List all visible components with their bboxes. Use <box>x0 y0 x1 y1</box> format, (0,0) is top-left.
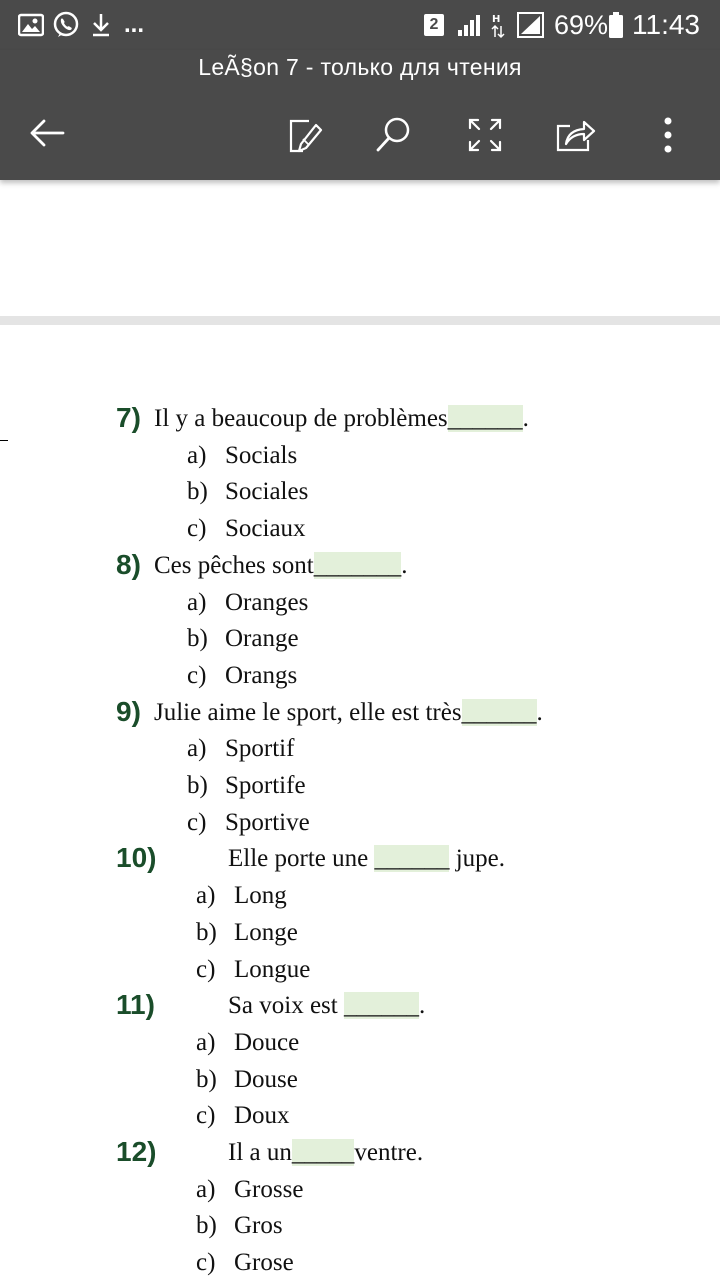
question-text <box>228 1137 423 1169</box>
option-text: Sportive <box>225 808 310 836</box>
answer-blank: ______ <box>447 405 523 432</box>
answer-option <box>187 660 297 692</box>
option-text: Long <box>234 882 287 910</box>
question-text <box>228 843 505 875</box>
question-end: . <box>418 992 426 1020</box>
option-letter: c) <box>187 808 207 836</box>
svg-text:H: H <box>492 14 501 25</box>
answer-option <box>196 1210 283 1242</box>
answer-option <box>196 917 298 949</box>
option-letter: a) <box>196 1028 216 1056</box>
question-stem: Julie aime le sport, elle est très <box>154 698 462 726</box>
search-button[interactable] <box>366 108 420 162</box>
question-number: 9) <box>116 695 141 727</box>
question-text <box>154 550 407 582</box>
option-text: Sociales <box>225 478 309 506</box>
battery-icon <box>608 0 624 50</box>
share-icon <box>554 116 596 154</box>
gallery-notification-icon <box>18 0 44 50</box>
question-number: 11) <box>116 989 155 1021</box>
back-arrow-icon <box>27 118 67 148</box>
option-letter: b) <box>187 478 208 506</box>
question-text <box>154 697 543 729</box>
answer-option <box>196 1174 303 1206</box>
answer-option <box>196 880 287 912</box>
answer-option <box>187 513 306 545</box>
battery-percent: 69% <box>554 9 609 40</box>
option-text: Grose <box>234 1249 294 1277</box>
question-stem: Il a un <box>228 1139 292 1166</box>
back-button[interactable] <box>22 108 72 158</box>
option-letter: b) <box>196 1212 217 1240</box>
edit-icon <box>283 115 323 155</box>
question-number: 10) <box>116 842 157 874</box>
option-letter: a) <box>187 735 207 763</box>
question-text <box>228 990 425 1022</box>
search-icon <box>373 115 413 155</box>
option-text: Douse <box>234 1065 298 1093</box>
question-end: . <box>401 551 408 579</box>
answer-blank: ______ <box>461 698 537 726</box>
option-text: Doux <box>234 1102 290 1130</box>
signal-icon <box>516 0 546 50</box>
option-letter: b) <box>196 1065 217 1093</box>
question-end: ventre. <box>354 1139 424 1166</box>
edit-button[interactable] <box>276 108 330 162</box>
option-letter: c) <box>196 955 216 983</box>
option-letter: a) <box>187 588 207 616</box>
more-vert-icon <box>663 115 673 155</box>
option-text: Sportif <box>225 735 295 763</box>
option-text: Longe <box>234 918 298 946</box>
sim-badge: 2 <box>424 0 444 50</box>
answer-option <box>187 587 308 619</box>
option-letter: c) <box>187 515 207 543</box>
answer-blank: ______ <box>374 845 450 873</box>
answer-option <box>196 1027 299 1059</box>
answer-option <box>196 1247 294 1279</box>
answer-blank: ______ <box>343 992 419 1020</box>
page-edge-mark <box>0 440 8 441</box>
download-notification-icon <box>90 0 112 50</box>
more-notifications: ... <box>124 11 145 38</box>
option-text: Grosse <box>234 1175 304 1203</box>
answer-blank: _______ <box>313 551 402 579</box>
option-text: Longue <box>234 955 311 983</box>
fullscreen-icon <box>466 116 504 154</box>
question-end: jupe. <box>449 845 506 873</box>
data-transfer-icon <box>490 0 506 50</box>
question-number: 8) <box>116 548 141 580</box>
app-toolbar <box>0 50 720 180</box>
question-text <box>154 403 529 435</box>
question-number: 7) <box>116 402 141 433</box>
question-stem: Sa voix est <box>228 992 344 1020</box>
clock: 11:43 <box>632 9 700 40</box>
option-letter: b) <box>187 625 208 653</box>
option-text: Orange <box>225 625 299 653</box>
option-letter: b) <box>196 918 217 946</box>
option-text: Socials <box>225 441 298 469</box>
option-letter: a) <box>187 441 207 469</box>
status-bar <box>0 0 720 50</box>
option-letter: c) <box>187 661 207 689</box>
answer-option <box>187 770 306 802</box>
question-number: 12) <box>116 1136 157 1167</box>
share-button[interactable] <box>548 108 602 162</box>
answer-option <box>187 476 308 508</box>
option-letter: c) <box>196 1102 216 1130</box>
answer-option <box>187 733 294 765</box>
signal-sim2-icon <box>456 0 484 50</box>
option-letter: b) <box>187 772 208 799</box>
question-stem: Elle porte une <box>228 845 375 873</box>
question-stem: Il y a beaucoup de problèmes <box>154 405 448 432</box>
option-text: Sportife <box>225 772 306 799</box>
question-stem: Ces pêches sont <box>154 551 314 579</box>
option-text: Gros <box>234 1212 283 1240</box>
option-text: Douce <box>234 1028 300 1056</box>
answer-option <box>187 440 297 472</box>
answer-option <box>196 1100 290 1132</box>
question-end: . <box>536 698 543 726</box>
option-letter: a) <box>196 882 216 910</box>
page-separator <box>0 316 720 325</box>
answer-option <box>196 954 310 986</box>
option-text: Oranges <box>225 588 309 616</box>
document-title: LeÃ§on 7 - только для чтения <box>198 54 522 80</box>
fullscreen-button[interactable] <box>458 108 512 162</box>
option-letter: a) <box>196 1175 216 1203</box>
option-text: Orangs <box>225 661 298 689</box>
answer-blank: _____ <box>291 1139 355 1166</box>
answer-option <box>187 623 299 655</box>
option-letter: c) <box>196 1249 216 1277</box>
question-end: . <box>522 405 529 432</box>
more-options-button[interactable] <box>646 108 690 162</box>
answer-option <box>196 1064 298 1096</box>
option-text: Sociaux <box>225 515 306 543</box>
answer-option <box>187 807 310 839</box>
viber-notification-icon <box>52 0 80 50</box>
